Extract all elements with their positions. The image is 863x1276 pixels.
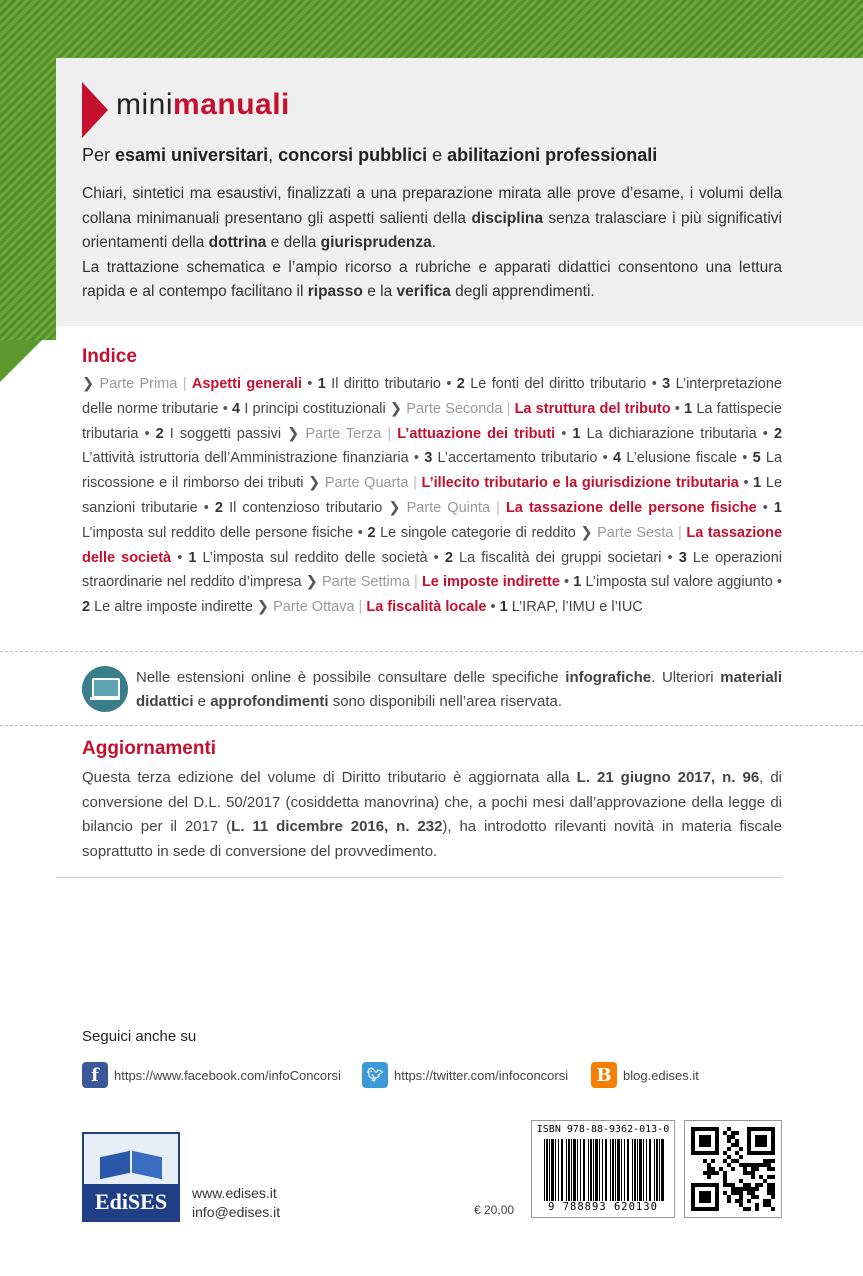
qr-module	[739, 1163, 743, 1167]
qr-module	[771, 1159, 775, 1163]
qr-module	[731, 1135, 735, 1139]
barcode-bar	[627, 1139, 629, 1201]
online-extensions-note: Nelle estensioni online è possibile consultare delle specifiche infografiche. Ulteriori materiali didattici e approfondimenti sono disponibili nell’area riservata.	[136, 669, 782, 710]
part-title: La struttura del tributo	[514, 400, 671, 417]
qr-module	[767, 1175, 771, 1179]
qr-module	[767, 1203, 771, 1207]
qr-module	[771, 1195, 775, 1199]
bullet: •	[171, 549, 189, 566]
facebook-link[interactable]	[82, 1062, 341, 1088]
chapter-title: Le altre imposte indirette	[94, 599, 253, 616]
barcode-bar	[568, 1139, 570, 1201]
qr-module	[727, 1139, 731, 1143]
qr-module	[747, 1187, 751, 1191]
qr-module	[771, 1187, 775, 1191]
qr-module	[727, 1127, 731, 1131]
chapter-title: L’imposta sul valore aggiunto	[585, 574, 773, 591]
bullet: •	[555, 425, 573, 442]
bullet: •	[218, 400, 233, 417]
barcode-bar	[637, 1139, 638, 1201]
bullet: •	[670, 400, 685, 417]
qr-module	[739, 1191, 743, 1195]
qr-module	[699, 1135, 711, 1147]
chapter-title: Le sanzioni tributarie	[82, 475, 783, 516]
qr-module	[743, 1163, 747, 1167]
qr-module	[735, 1159, 739, 1163]
qr-module	[751, 1171, 755, 1175]
barcode-bar	[593, 1139, 594, 1201]
part-label: Parte Prima	[99, 376, 178, 392]
barcode-bar	[573, 1139, 576, 1201]
qr-module	[747, 1207, 751, 1211]
bullet: •	[486, 599, 500, 616]
open-book-icon	[100, 1151, 130, 1179]
chapter-title: I principi costituzionali	[244, 400, 386, 417]
qr-module	[767, 1199, 771, 1203]
qr-module	[771, 1207, 775, 1211]
computer-icon	[82, 666, 128, 712]
barcode-bar	[590, 1139, 592, 1201]
chapter-number: 1	[499, 599, 508, 616]
qr-module	[767, 1187, 771, 1191]
publisher-email[interactable]: info@edises.it	[192, 1204, 281, 1220]
qr-module	[739, 1179, 743, 1183]
bullet: •	[661, 549, 679, 566]
qr-module	[747, 1191, 751, 1195]
qr-module	[735, 1143, 739, 1147]
qr-module	[763, 1203, 767, 1207]
qr-module	[723, 1159, 727, 1163]
qr-module	[731, 1143, 735, 1147]
chevron-right-icon: ❯	[256, 599, 274, 616]
barcode-bar	[551, 1139, 554, 1201]
chapter-number: 2	[155, 425, 164, 442]
qr-module	[759, 1175, 763, 1179]
barcode-bar	[646, 1139, 647, 1201]
chapter-title: La riscossione e il rimborso dei tributi	[82, 450, 783, 492]
qr-module	[731, 1183, 735, 1187]
qr-module	[751, 1187, 755, 1191]
qr-module	[755, 1207, 759, 1211]
part-separator: |	[381, 425, 398, 442]
qr-module	[763, 1179, 767, 1183]
part-separator: |	[409, 574, 422, 591]
twitter-url[interactable]: https://twitter.com/infoconcorsi	[394, 1067, 569, 1083]
facebook-url[interactable]: https://www.facebook.com/infoConcorsi	[114, 1067, 341, 1083]
part-label: Parte Ottava	[273, 599, 355, 616]
bullet: •	[738, 475, 754, 492]
qr-module	[735, 1151, 739, 1155]
bullet: •	[756, 499, 774, 516]
qr-module	[735, 1191, 739, 1195]
chapter-title: L’elusione fiscale	[626, 450, 738, 467]
chapter-number: 1	[317, 376, 326, 392]
barcode-bar	[624, 1139, 625, 1201]
chapter-title: Le singole categorie di reddito	[380, 524, 576, 541]
chapter-number: 4	[232, 400, 241, 417]
qr-module	[731, 1187, 735, 1191]
qr-module	[743, 1167, 747, 1171]
bullet: •	[353, 524, 368, 541]
chevron-right-icon: ❯	[308, 475, 325, 492]
barcode-bar	[661, 1139, 664, 1201]
qr-module	[727, 1195, 731, 1199]
qr-module	[747, 1183, 751, 1187]
part-title: L’attuazione dei tributi	[397, 425, 556, 442]
part-label: Parte Terza	[305, 425, 382, 442]
social-heading: Seguici anche su	[82, 1028, 197, 1045]
facebook-icon: f	[82, 1062, 108, 1088]
qr-module	[751, 1191, 755, 1195]
qr-module	[739, 1147, 743, 1151]
chapter-number: 1	[188, 549, 197, 566]
qr-module	[735, 1139, 739, 1143]
bullet: •	[559, 574, 574, 591]
barcode-bar	[621, 1139, 622, 1201]
chapter-number: 1	[573, 574, 582, 591]
bullet: •	[756, 425, 774, 442]
intro-paragraph: Chiari, sintetici ma esaustivi, finalizzati a una preparazione mirata alle prove d’esame, i volumi della collana minimanuali presentano gli aspetti salienti della disciplina senza tralasciare i più significativi orientamenti della dottrina e della giurisprudenza.	[82, 185, 782, 251]
barcode	[531, 1120, 675, 1218]
qr-module	[739, 1155, 743, 1159]
bullet: •	[441, 376, 457, 392]
qr-module	[767, 1191, 771, 1195]
barcode-bar	[610, 1139, 611, 1201]
chapter-number: 2	[773, 425, 783, 442]
indice-heading: Indice	[82, 346, 137, 367]
qr-module	[755, 1163, 759, 1167]
qr-module	[727, 1147, 731, 1151]
barcode-bar	[605, 1139, 607, 1201]
chapter-number: 2	[82, 599, 91, 616]
part-label: Parte Seconda	[406, 400, 503, 417]
qr-module	[755, 1183, 759, 1187]
barcode-bar	[656, 1139, 658, 1201]
qr-module	[747, 1171, 751, 1175]
chapter-number: 4	[612, 450, 622, 467]
bullet: •	[737, 450, 753, 467]
qr-module	[743, 1171, 747, 1175]
chevron-right-icon: ❯	[388, 499, 407, 516]
qr-code	[684, 1120, 782, 1218]
qr-module	[711, 1167, 715, 1171]
chapter-number: 5	[752, 450, 761, 467]
chevron-right-icon: ❯	[305, 574, 322, 591]
part-label: Parte Settima	[321, 574, 410, 591]
bullet: •	[427, 549, 445, 566]
chapter-title: I soggetti passivi	[169, 425, 282, 442]
part-title: La tassazione delle società	[82, 524, 783, 566]
price-label: € 20,00	[474, 1203, 515, 1217]
barcode-bar	[643, 1139, 644, 1201]
chapter-number: 2	[444, 549, 453, 566]
qr-module	[727, 1163, 731, 1167]
qr-module	[707, 1163, 711, 1167]
part-separator: |	[490, 499, 506, 516]
barcode-bar	[558, 1139, 559, 1201]
twitter-link[interactable]	[362, 1062, 568, 1088]
barcode-bar	[595, 1139, 598, 1201]
aggiornamenti-text: Questa terza edizione del volume di Diritto tributario è aggiornata alla L. 21 giugno 2017, n. 96, di conversione del D.L. 50/2017 (cosiddetta manovrina) che, a pochi mesi dall’approvazione della legge di bilancio per il 2017 (L. 11 dicembre 2016, n. 232), ha introdotto rilevanti novità in materia fiscale soprattutto in sede di conversione del provvedimento.	[82, 769, 783, 860]
chapter-number: 2	[456, 376, 465, 392]
barcode-bar	[649, 1139, 651, 1201]
chapter-title: La fiscalità dei gruppi societari	[459, 549, 662, 566]
qr-module	[759, 1183, 763, 1187]
bullet: •	[301, 376, 318, 392]
qr-module	[703, 1171, 707, 1175]
qr-code-pattern	[685, 1121, 781, 1217]
qr-module	[715, 1171, 719, 1175]
qr-module	[711, 1171, 715, 1175]
bullet: •	[408, 450, 425, 467]
qr-module	[739, 1199, 743, 1203]
chapter-title: L’interpretazione delle norme tributarie	[82, 376, 783, 417]
qr-module	[747, 1199, 751, 1203]
qr-module	[771, 1175, 775, 1179]
chapter-title: La fattispecie tributaria	[82, 400, 782, 442]
qr-module	[699, 1191, 711, 1203]
chapter-title: L’attività istruttoria dell’Amministrazione finanziaria	[82, 450, 409, 467]
barcode-bar	[612, 1139, 614, 1201]
green-stripes-corner	[0, 340, 42, 382]
part-title: L’illecito tributario e la giurisdizione tributaria	[421, 475, 739, 492]
bullet: •	[646, 376, 663, 392]
publisher-website[interactable]: www.edises.it	[192, 1185, 277, 1201]
qr-module	[755, 1203, 759, 1207]
qr-module	[727, 1183, 731, 1187]
barcode-bar	[599, 1139, 600, 1201]
qr-module	[755, 1135, 767, 1147]
publisher-logo	[82, 1132, 180, 1222]
qr-module	[735, 1131, 739, 1135]
chevron-right-icon: ❯	[580, 524, 598, 541]
part-separator: |	[673, 524, 687, 541]
barcode-bar	[583, 1139, 585, 1201]
barcode-bar	[580, 1139, 581, 1201]
blog-link[interactable]	[591, 1062, 699, 1088]
qr-module	[751, 1163, 755, 1167]
chapter-title: L’IRAP, l’IMU e l’IUC	[511, 599, 643, 616]
qr-module	[767, 1159, 771, 1163]
qr-module	[763, 1199, 767, 1203]
qr-module	[763, 1159, 767, 1163]
qr-module	[739, 1187, 743, 1191]
publisher-name: EdiSES	[84, 1184, 178, 1220]
qr-module	[751, 1195, 755, 1199]
chapter-number: 1	[753, 475, 762, 492]
chevron-right-icon: ❯	[389, 400, 407, 417]
barcode-bar	[632, 1139, 633, 1201]
chapter-number: 3	[662, 376, 671, 392]
qr-module	[723, 1191, 727, 1195]
qr-module	[731, 1167, 735, 1171]
qr-module	[735, 1199, 739, 1203]
chapter-title: Le operazioni straordinarie nel reddito d’impresa	[82, 549, 783, 591]
qr-module	[735, 1187, 739, 1191]
brand-triangle-icon	[82, 82, 108, 138]
bullet: •	[597, 450, 613, 467]
barcode-bar	[617, 1139, 620, 1201]
blogger-icon: B	[591, 1062, 617, 1088]
qr-module	[743, 1187, 747, 1191]
chapter-number: 2	[367, 524, 376, 541]
aggiornamenti-heading: Aggiornamenti	[82, 738, 217, 759]
part-separator: |	[354, 599, 367, 616]
chapter-title: L’imposta sul reddito delle società	[202, 549, 428, 566]
dashed-divider	[0, 725, 863, 726]
qr-module	[731, 1191, 735, 1195]
qr-module	[731, 1159, 735, 1163]
part-title: La fiscalità locale	[366, 599, 487, 616]
series-description	[82, 182, 782, 305]
part-label: Parte Quarta	[324, 475, 409, 492]
part-separator: |	[177, 376, 192, 392]
part-title: Aspetti generali	[191, 376, 302, 392]
barcode-bar	[546, 1139, 548, 1201]
qr-module	[707, 1175, 711, 1179]
qr-module	[743, 1183, 747, 1187]
bullet: •	[197, 499, 215, 516]
chapter-title: Il contenzioso tributario	[229, 499, 383, 516]
chapter-number: 3	[424, 450, 433, 467]
barcode-bar	[634, 1139, 636, 1201]
qr-module	[751, 1167, 755, 1171]
barcode-bar	[571, 1139, 572, 1201]
qr-module	[723, 1131, 727, 1135]
twitter-icon: 🐦︎	[362, 1062, 388, 1088]
qr-module	[707, 1171, 711, 1175]
qr-module	[727, 1135, 731, 1139]
qr-module	[755, 1167, 759, 1171]
chapter-number: 1	[684, 400, 693, 417]
qr-module	[755, 1195, 759, 1199]
chevron-right-icon: ❯	[82, 376, 100, 392]
qr-module	[711, 1159, 715, 1163]
part-label: Parte Sesta	[597, 524, 674, 541]
qr-module	[767, 1163, 771, 1167]
blog-url[interactable]: blog.edises.it	[623, 1067, 699, 1083]
table-of-contents	[82, 372, 782, 620]
part-title: La tassazione delle persone fisiche	[505, 499, 757, 516]
qr-module	[743, 1207, 747, 1211]
qr-module	[723, 1171, 727, 1175]
qr-module	[771, 1191, 775, 1195]
chapter-number: 1	[773, 499, 782, 516]
isbn-label: ISBN 978-88-9362-013-0	[536, 1124, 670, 1135]
qr-module	[751, 1175, 755, 1179]
publisher-contacts	[192, 1184, 280, 1222]
chapter-number: 1	[572, 425, 581, 442]
part-separator: |	[502, 400, 515, 417]
barcode-bar	[615, 1139, 616, 1201]
qr-module	[727, 1155, 731, 1159]
qr-module	[747, 1163, 751, 1167]
series-subtitle: Per esami universitari, concorsi pubblici e abilitazioni professionali	[82, 145, 658, 165]
barcode-bars	[542, 1139, 664, 1201]
chapter-title: L’imposta sul reddito delle persone fisiche	[82, 524, 354, 541]
qr-module	[767, 1167, 771, 1171]
barcode-bar	[566, 1139, 567, 1201]
qr-module	[723, 1183, 727, 1187]
qr-module	[771, 1183, 775, 1187]
chapter-title: L’accertamento tributario	[437, 450, 598, 467]
qr-module	[759, 1163, 763, 1167]
barcode-bar	[588, 1139, 589, 1201]
barcode-bar	[549, 1139, 550, 1201]
chapter-title: La dichiarazione tributaria	[586, 425, 757, 442]
bullet: •	[138, 425, 156, 442]
part-label: Parte Quinta	[406, 499, 491, 516]
qr-module	[739, 1195, 743, 1199]
qr-module	[719, 1167, 723, 1171]
barcode-bar	[544, 1139, 545, 1201]
qr-module	[755, 1187, 759, 1191]
chapter-title: Il diritto tributario	[331, 376, 441, 392]
chapter-number: 3	[678, 549, 687, 566]
barcode-bar	[561, 1139, 563, 1201]
qr-module	[723, 1179, 727, 1183]
intro-paragraph: La trattazione schematica e l’ampio ricorso a rubriche e apparati didattici consentono una lettura rapida e al contempo facilitano il ripasso e la verifica degli apprendimenti.	[82, 258, 782, 300]
qr-module	[727, 1199, 731, 1203]
qr-module	[739, 1203, 743, 1207]
brand-logo: minimanuali	[116, 88, 290, 121]
qr-module	[763, 1163, 767, 1167]
barcode-bar	[577, 1139, 578, 1201]
qr-module	[723, 1151, 727, 1155]
part-separator: |	[408, 475, 422, 492]
bullet: •	[772, 574, 783, 591]
chapter-number: 2	[214, 499, 223, 516]
section-divider	[56, 877, 782, 878]
barcode-bar	[555, 1139, 556, 1201]
qr-module	[771, 1167, 775, 1171]
qr-module	[703, 1159, 707, 1163]
qr-module	[731, 1131, 735, 1135]
qr-module	[767, 1183, 771, 1187]
chapter-title: Le fonti del diritto tributario	[470, 376, 647, 392]
dashed-divider	[0, 651, 863, 652]
part-title: Le imposte indirette	[421, 574, 560, 591]
qr-module	[707, 1167, 711, 1171]
barcode-bar	[654, 1139, 655, 1201]
barcode-bar	[639, 1139, 642, 1201]
barcode-bar	[659, 1139, 660, 1201]
barcode-bar	[602, 1139, 603, 1201]
ean-number: 9 788893 620130	[548, 1201, 658, 1213]
qr-module	[723, 1175, 727, 1179]
chevron-right-icon: ❯	[287, 425, 306, 442]
